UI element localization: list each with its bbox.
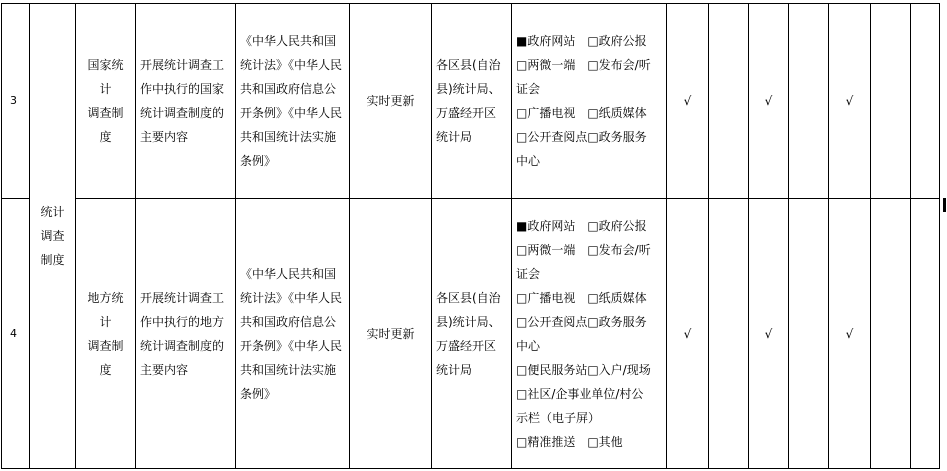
check-cell: √ — [667, 4, 709, 199]
check-cell: √ — [749, 199, 789, 469]
content-line: 开展统计调查工 — [140, 290, 225, 305]
category-cell — [30, 4, 76, 469]
check-cell: √ — [667, 199, 709, 469]
basis-line: 条例》 — [240, 386, 277, 401]
item-name-line: 调查制 — [87, 338, 124, 353]
subject-cell — [432, 4, 512, 199]
content-line: 主要内容 — [140, 362, 189, 377]
channel-option-line: 中心 — [516, 154, 541, 168]
item-name-line: 度 — [99, 130, 112, 144]
empty-cell — [871, 199, 911, 469]
channel-option-line: □两微一端 □发布会/听 — [516, 242, 651, 257]
basis-line: 共和国统计法实施 — [240, 362, 337, 377]
channel-cell — [512, 4, 667, 199]
channel-option-line: □广播电视 □纸质媒体 — [516, 106, 647, 120]
basis-line: 开条例》《中华人民 — [240, 106, 343, 120]
basis-line: 共和国政府信息公 — [240, 82, 337, 96]
item-name-cell — [76, 4, 136, 199]
channel-option-line: □精准推送 □其他 — [516, 434, 623, 449]
basis-line: 共和国统计法实施 — [240, 130, 337, 144]
disclosure-table — [1, 3, 940, 469]
channel-option-line: 示栏（电子屏） — [516, 410, 601, 425]
basis-line: 《中华人民共和国 — [240, 266, 337, 281]
basis-line: 条例》 — [240, 154, 277, 168]
basis-line: 开条例》《中华人民 — [240, 338, 343, 353]
channel-option-line: □两微一端 □发布会/听 — [516, 58, 651, 72]
row-number: 4 — [2, 199, 30, 469]
item-name-line: 计 — [99, 314, 112, 329]
table-row — [2, 199, 940, 469]
subject-line: 万盛经开区 — [436, 338, 497, 353]
timeline-cell: 实时更新 — [350, 199, 432, 469]
channel-option-line: ■政府网站 □政府公报 — [516, 218, 647, 233]
item-name-line: 计 — [99, 82, 112, 96]
subject-line: 各区县(自治 — [436, 58, 501, 72]
subject-line: 万盛经开区 — [436, 106, 497, 120]
channel-option-line: □公开查阅点□政务服务 — [516, 130, 647, 144]
edge-mark — [943, 198, 946, 212]
channel-option-line: □广播电视 □纸质媒体 — [516, 290, 647, 305]
check-cell: √ — [829, 199, 871, 469]
subject-line: 县)统计局、 — [436, 314, 501, 329]
subject-cell — [432, 199, 512, 469]
subject-line: 各区县(自治 — [436, 290, 501, 305]
basis-line: 统计法》《中华人民 — [240, 290, 343, 305]
channel-option-line: □便民服务站□入户/现场 — [516, 362, 651, 377]
empty-cell — [911, 199, 940, 469]
empty-cell — [789, 4, 829, 199]
content-line: 主要内容 — [140, 130, 189, 144]
item-name-line: 调查制 — [87, 106, 124, 120]
channel-cell — [512, 199, 667, 469]
basis-cell — [236, 199, 350, 469]
subject-line: 县)统计局、 — [436, 82, 501, 96]
subject-line: 统计局 — [436, 130, 473, 144]
channel-option-line: 中心 — [516, 338, 541, 353]
channel-option-line: 证会 — [516, 82, 541, 96]
content-line: 作中执行的国家 — [140, 82, 225, 96]
item-name-cell — [76, 199, 136, 469]
basis-cell — [236, 4, 350, 199]
content-line: 统计调查制度的 — [140, 106, 225, 120]
channel-option-line: □社区/企事业单位/村公 — [516, 386, 644, 401]
check-cell: √ — [829, 4, 871, 199]
empty-cell — [789, 199, 829, 469]
channel-option-line: ■政府网站 □政府公报 — [516, 34, 647, 48]
empty-cell — [709, 199, 749, 469]
channel-option-line: □公开查阅点□政务服务 — [516, 314, 647, 329]
content-cell — [136, 199, 236, 469]
channel-option-line: 证会 — [516, 266, 541, 281]
basis-line: 《中华人民共和国 — [240, 34, 337, 48]
empty-cell — [709, 4, 749, 199]
item-name-line: 度 — [99, 362, 112, 377]
content-cell — [136, 4, 236, 199]
category-name-line: 调查 — [40, 229, 65, 243]
subject-line: 统计局 — [436, 362, 473, 377]
timeline-cell: 实时更新 — [350, 4, 432, 199]
check-cell: √ — [749, 4, 789, 199]
row-number: 3 — [2, 4, 30, 199]
item-name-line: 地方统 — [87, 290, 124, 305]
empty-cell — [911, 4, 940, 199]
basis-line: 统计法》《中华人民 — [240, 58, 343, 72]
table-row — [2, 4, 940, 199]
category-name-line: 制度 — [40, 253, 65, 267]
item-name-line: 国家统 — [87, 58, 124, 72]
content-line: 统计调查制度的 — [140, 338, 225, 353]
category-name-line: 统计 — [40, 205, 65, 219]
content-line: 作中执行的地方 — [140, 314, 225, 329]
basis-line: 共和国政府信息公 — [240, 314, 337, 329]
empty-cell — [871, 4, 911, 199]
content-line: 开展统计调查工 — [140, 58, 225, 72]
